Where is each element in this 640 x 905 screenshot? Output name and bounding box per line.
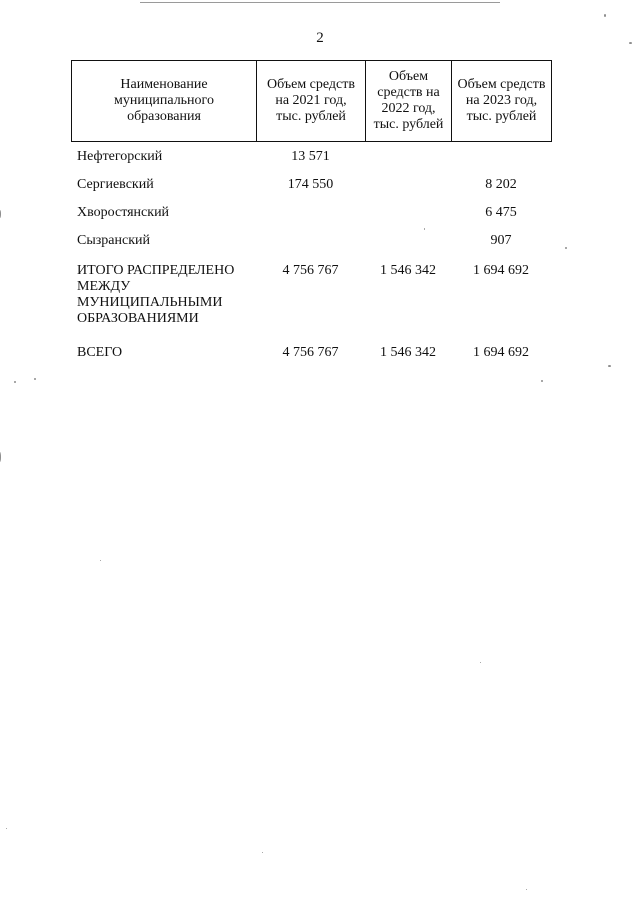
scan-speck: [0, 452, 1, 462]
scan-speck: [100, 560, 101, 561]
page-number: 2: [316, 30, 324, 46]
row-value-2022: 1 546 342: [380, 345, 436, 360]
row-value-2023: 1 694 692: [473, 263, 529, 278]
scan-speck: [34, 378, 36, 380]
scan-speck: [262, 852, 263, 853]
row-name: Сергиевский: [77, 177, 154, 192]
scan-speck: [480, 662, 481, 663]
row-value-2021: 13 571: [291, 149, 330, 164]
row-value-2021: 4 756 767: [282, 345, 339, 360]
scan-speck: [541, 380, 543, 382]
scan-speck: [565, 247, 567, 249]
header-municipality: Наименование муниципального образования: [72, 61, 257, 142]
row-name: ИТОГО РАСПРЕДЕЛЕНО МЕЖДУ МУНИЦИПАЛЬНЫМИ ОБРАЗОВАНИЯМИ: [77, 263, 235, 326]
scan-speck: [14, 381, 16, 383]
row-value-2021: 174 550: [287, 177, 334, 192]
row-value-2023: 1 694 692: [473, 345, 529, 360]
scan-speck: [424, 228, 425, 230]
row-value-2021: 4 756 767: [282, 263, 339, 278]
scan-border-line: [140, 2, 500, 3]
scan-speck: [604, 14, 606, 17]
header-2021: Объем средств на 2021 год, тыс. рублей: [257, 61, 366, 142]
row-name: Нефтегорский: [77, 149, 163, 164]
scan-speck: [526, 889, 527, 890]
row-value-2023: 6 475: [485, 205, 517, 220]
scan-speck: [0, 210, 1, 218]
scan-speck: [608, 365, 611, 367]
scan-speck: [629, 42, 632, 44]
row-value-2022: 1 546 342: [380, 263, 436, 278]
table-header: [71, 60, 552, 142]
row-value-2023: 907: [490, 233, 512, 248]
header-2023: Объем средств на 2023 год, тыс. рублей: [452, 61, 552, 142]
header-row: [72, 61, 552, 142]
row-value-2023: 8 202: [485, 177, 517, 192]
row-name: Сызранский: [77, 233, 150, 248]
row-name: Хворостянский: [77, 205, 170, 220]
scan-speck: [6, 828, 7, 829]
row-name: ВСЕГО: [77, 345, 123, 360]
header-2022: Объем средств на 2022 год, тыс. рублей: [366, 61, 452, 142]
